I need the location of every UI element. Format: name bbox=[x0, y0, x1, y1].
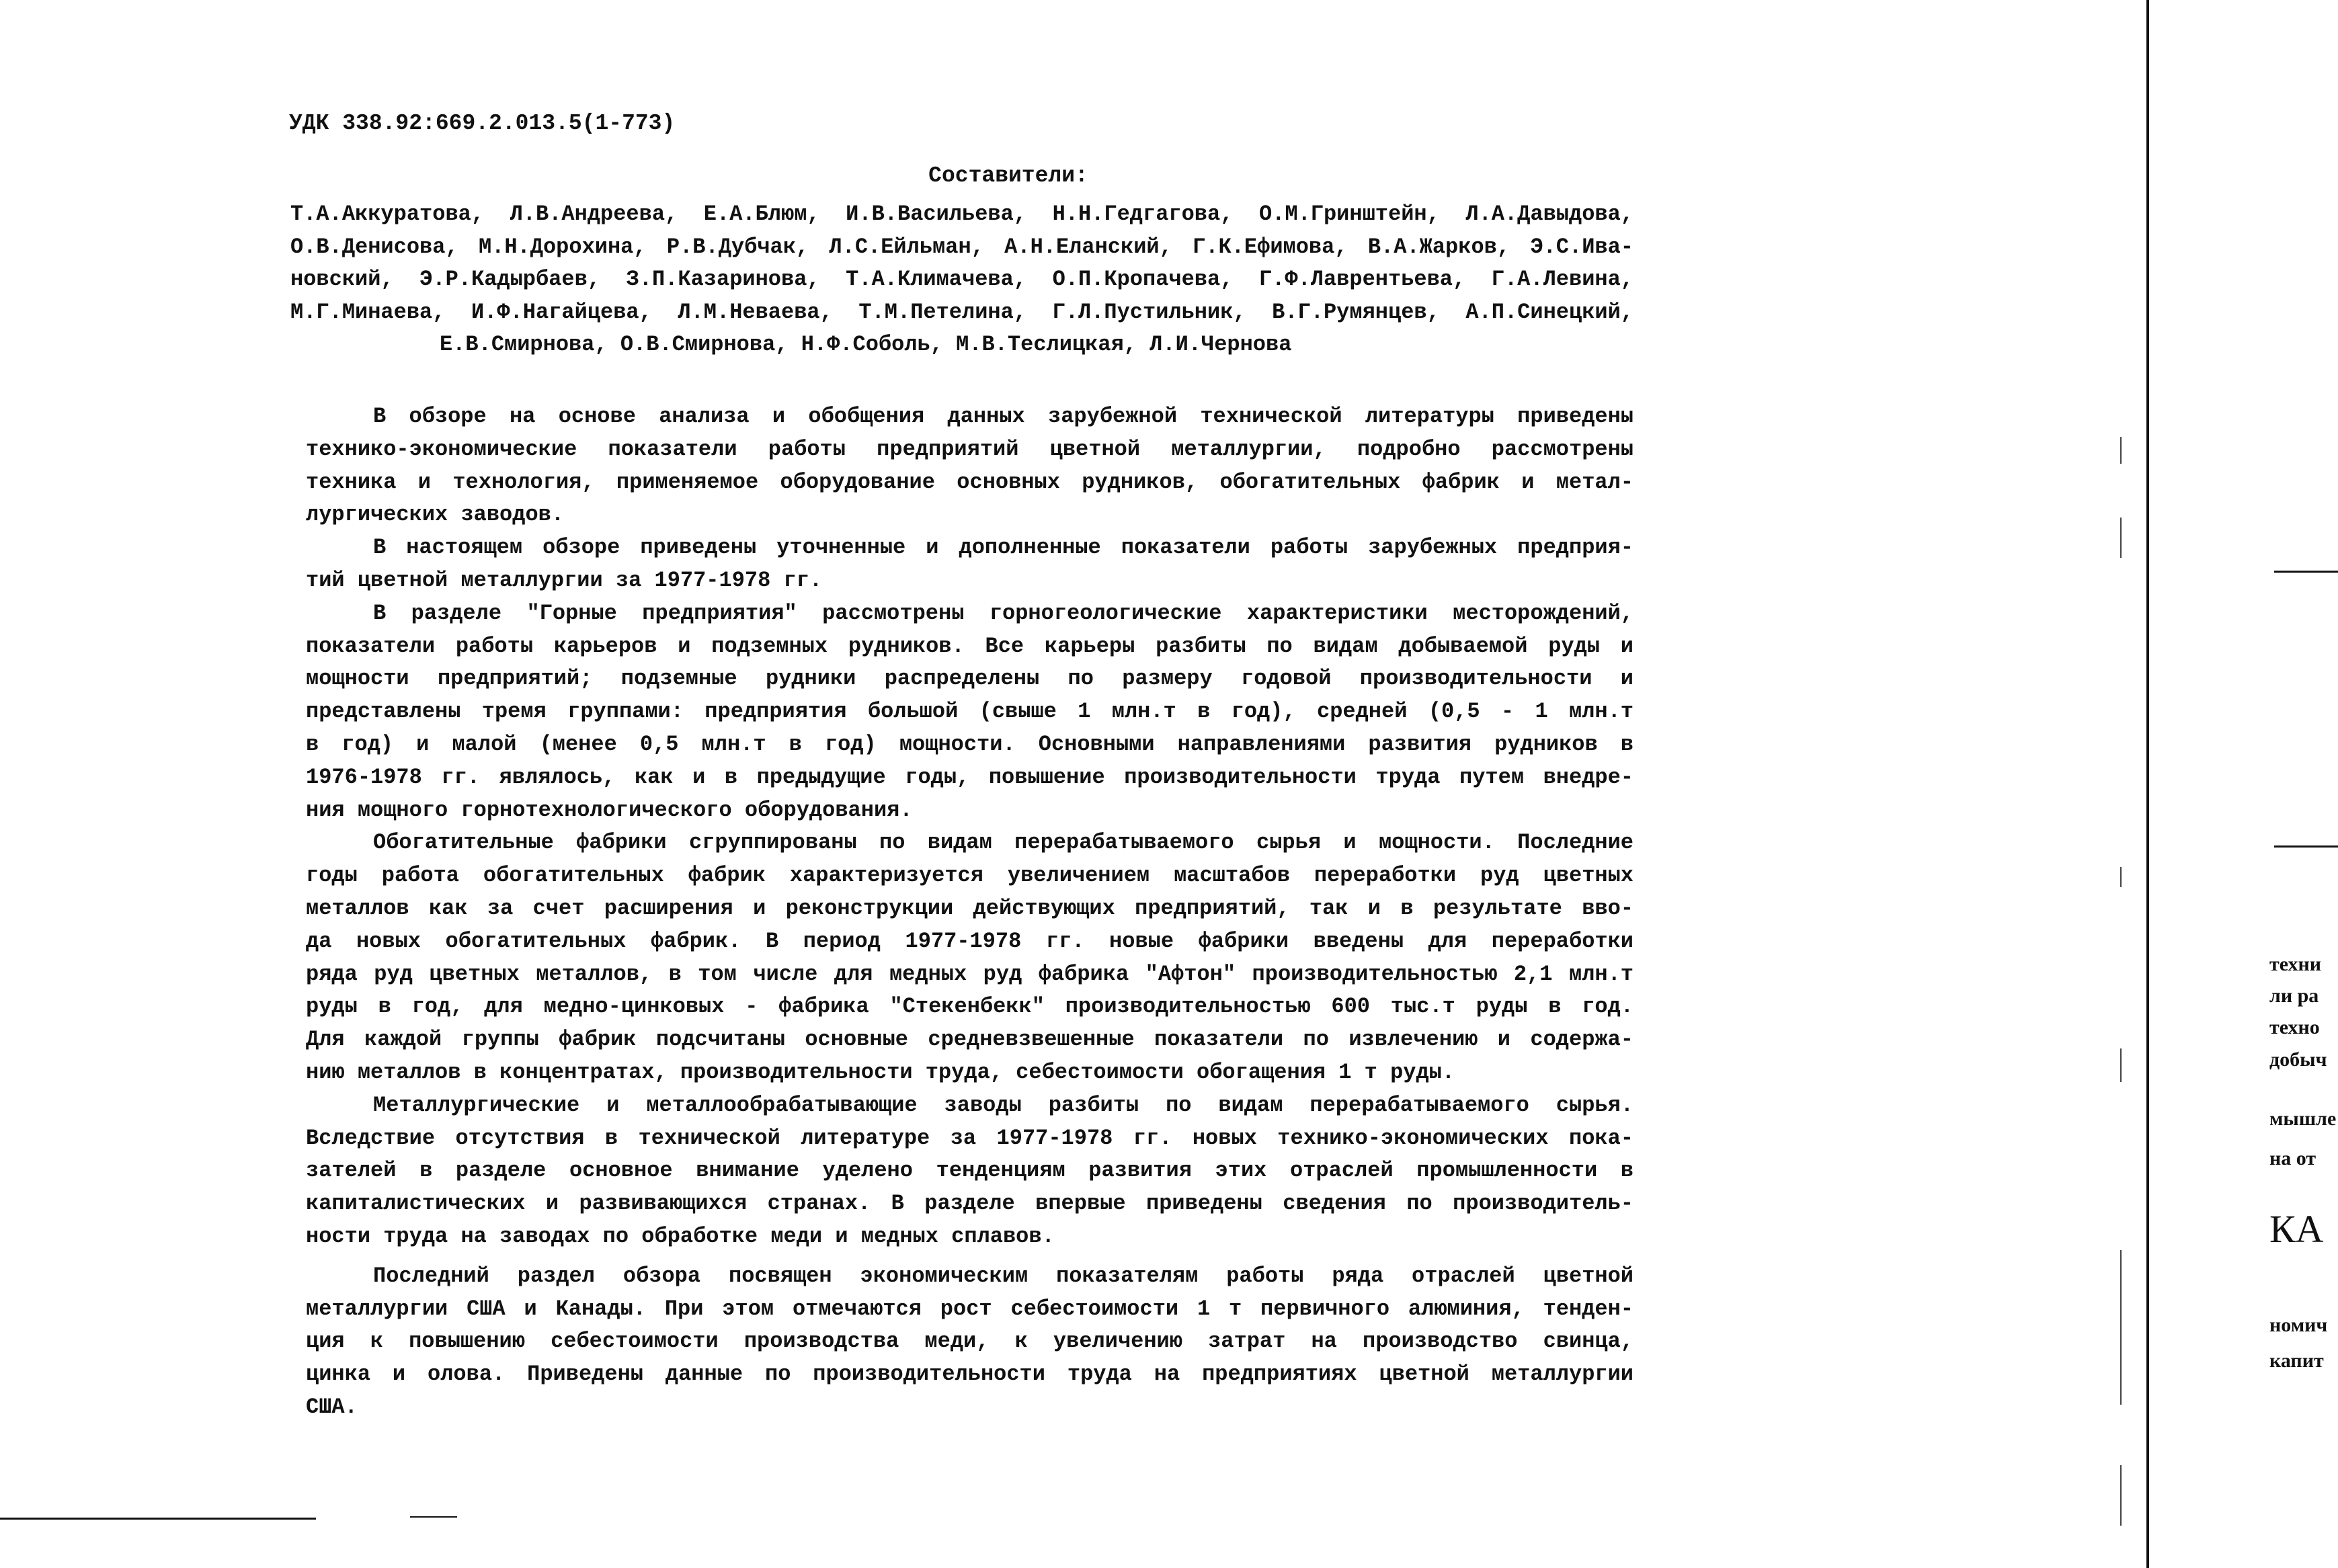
text-line: капиталистических и развивающихся странах. В разделе впервые приведены сведения по производитель- bbox=[306, 1191, 1634, 1216]
text-line: ности труда на заводах по обработке меди и медных сплавов. bbox=[306, 1223, 1055, 1249]
bottom-rule bbox=[0, 1518, 316, 1520]
paragraph bbox=[306, 827, 1634, 1089]
text-line: техника и технология, применяемое оборудование основных рудников, обогатительных фабрик и метал- bbox=[306, 469, 1634, 495]
text-line: лургических заводов. bbox=[306, 502, 565, 528]
scan-mark bbox=[2120, 1250, 2122, 1405]
text-line: зателей в разделе основное внимание уделено тенденциям развития этих отраслей промышленности в bbox=[306, 1158, 1634, 1184]
text-line: металлов как за счет расширения и реконструкции действующих предприятий, так и в результате вво- bbox=[306, 895, 1634, 921]
scan-mark bbox=[2120, 1048, 2122, 1082]
text-line: ния мощного горнотехнологического оборудования. bbox=[306, 797, 913, 823]
text-line: ряда руд цветных металлов, в том числе для медных руд фабрика "Афтон" производительностью 2,1 млн.т bbox=[306, 961, 1634, 987]
text-line: цинка и олова. Приведены данные по производительности труда на предприятиях цветной металлургии bbox=[306, 1362, 1634, 1387]
bottom-rule bbox=[410, 1516, 457, 1518]
adjacent-fragment: ли ра bbox=[2269, 985, 2319, 1007]
adjacent-fragment: КА bbox=[2269, 1207, 2324, 1251]
authors-line: М.Г.Минаева, И.Ф.Нагайцева, Л.М.Неваева, Т.М.Петелина, Г.Л.Пустильник, В.Г.Румянцев, А.П.Синецкий, bbox=[290, 299, 1634, 325]
paragraph bbox=[306, 597, 1634, 827]
adjacent-fragment: на от bbox=[2269, 1147, 2316, 1169]
udk-code: УДК 338.92:669.2.013.5(1-773) bbox=[289, 111, 676, 136]
text-line: ция к повышению себестоимости производства меди, к увеличению затрат на производство свинца, bbox=[306, 1329, 1634, 1354]
text-line: представлены тремя группами: предприятия большой (свыше 1 млн.т в год), средней (0,5 - 1 млн.т bbox=[306, 699, 1634, 725]
authors-list bbox=[290, 198, 1634, 362]
adjacent-fragment: мышле bbox=[2269, 1108, 2337, 1130]
text-line: Для каждой группы фабрик подсчитаны основные средневзвешенные показатели по извлечению и содержа- bbox=[306, 1027, 1634, 1053]
adjacent-fragment: добыч bbox=[2269, 1048, 2327, 1071]
text-line: Обогатительные фабрики сгруппированы по видам перерабатываемого сырья и мощности. Последние bbox=[373, 830, 1634, 856]
text-line: мощности предприятий; подземные рудники распределены по размеру годовой производительности и bbox=[306, 666, 1634, 692]
text-line: Последний раздел обзора посвящен экономическим показателям работы ряда отраслей цветной bbox=[373, 1263, 1634, 1288]
paragraph bbox=[306, 1260, 1634, 1424]
scan-mark bbox=[2120, 1465, 2122, 1526]
text-line: металлургии США и Канады. При этом отмечаются рост себестоимости 1 т первичного алюминия, тенден- bbox=[306, 1296, 1634, 1321]
text-line: 1976-1978 гг. являлось, как и в предыдущие годы, повышение производительности труда путем внедре- bbox=[306, 764, 1634, 790]
adjacent-fragment: капит bbox=[2269, 1350, 2324, 1372]
text-line: тий цветной металлургии за 1977-1978 гг. bbox=[306, 567, 823, 593]
adjacent-fragment: номич bbox=[2269, 1314, 2328, 1336]
scan-mark bbox=[2120, 518, 2122, 558]
scan-mark bbox=[2120, 867, 2122, 887]
text-line: руды в год, для медно-цинковых - фабрика "Стекенбекк" производительностью 600 тыс.т руды в год. bbox=[306, 994, 1634, 1020]
adjacent-rule bbox=[2274, 571, 2338, 573]
authors-line: новский, Э.Р.Кадырбаев, З.П.Казаринова, Т.А.Климачева, О.П.Кропачева, Г.Ф.Лаврентьева, Г.А.Левина, bbox=[290, 267, 1634, 292]
page-divider-line bbox=[2146, 0, 2149, 1568]
compilers-heading: Составители: bbox=[928, 163, 1088, 188]
adjacent-fragment: техни bbox=[2269, 953, 2322, 975]
text-line: В разделе "Горные предприятия" рассмотрены горногеологические характеристики месторождений, bbox=[373, 600, 1634, 626]
adjacent-fragment: техно bbox=[2269, 1016, 2320, 1038]
text-line: В настоящем обзоре приведены уточненные и дополненные показатели работы зарубежных предприя- bbox=[373, 535, 1634, 561]
text-line: Вследствие отсутствия в технической литературе за 1977-1978 гг. новых технико-экономических пока- bbox=[306, 1125, 1634, 1151]
paragraph bbox=[306, 532, 1634, 597]
text-line: В обзоре на основе анализа и обобщения данных зарубежной технической литературы приведены bbox=[373, 404, 1634, 429]
authors-line: О.В.Денисова, М.Н.Дорохина, Р.В.Дубчак, Л.С.Ейльман, А.Н.Еланский, Г.К.Ефимова, В.А.Жарков, Э.С.Ива- bbox=[290, 234, 1634, 259]
text-line: Металлургические и металлообрабатывающие заводы разбиты по видам перерабатываемого сырья. bbox=[373, 1092, 1634, 1118]
text-line: показатели работы карьеров и подземных рудников. Все карьеры разбиты по видам добываемой руды и bbox=[306, 633, 1634, 659]
text-line: годы работа обогатительных фабрик характеризуется увеличением масштабов переработки руд цветных bbox=[306, 863, 1634, 889]
paragraph bbox=[306, 1089, 1634, 1253]
text-line: нию металлов в концентратах, производительности труда, себестоимости обогащения 1 т руды. bbox=[306, 1059, 1455, 1085]
text-line: да новых обогатительных фабрик. В период 1977-1978 гг. новые фабрики введены для переработки bbox=[306, 928, 1634, 954]
scan-mark bbox=[2120, 437, 2122, 464]
authors-line: Т.А.Аккуратова, Л.В.Андреева, Е.А.Блюм, И.В.Васильева, Н.Н.Гедгагова, О.М.Гринштейн, Л.А.Давыдова, bbox=[290, 202, 1634, 226]
authors-line: Е.В.Смирнова, О.В.Смирнова, Н.Ф.Соболь, М.В.Теслицкая, Л.И.Чернова bbox=[440, 332, 1292, 357]
text-line: технико-экономические показатели работы предприятий цветной металлургии, подробно рассмотрены bbox=[306, 436, 1634, 462]
abstract-body bbox=[306, 401, 1634, 1424]
text-line: США. bbox=[306, 1394, 358, 1419]
paragraph bbox=[306, 401, 1634, 532]
adjacent-rule bbox=[2274, 845, 2338, 848]
text-line: в год) и малой (менее 0,5 млн.т в год) мощности. Основными направлениями развития рудников в bbox=[306, 731, 1634, 757]
